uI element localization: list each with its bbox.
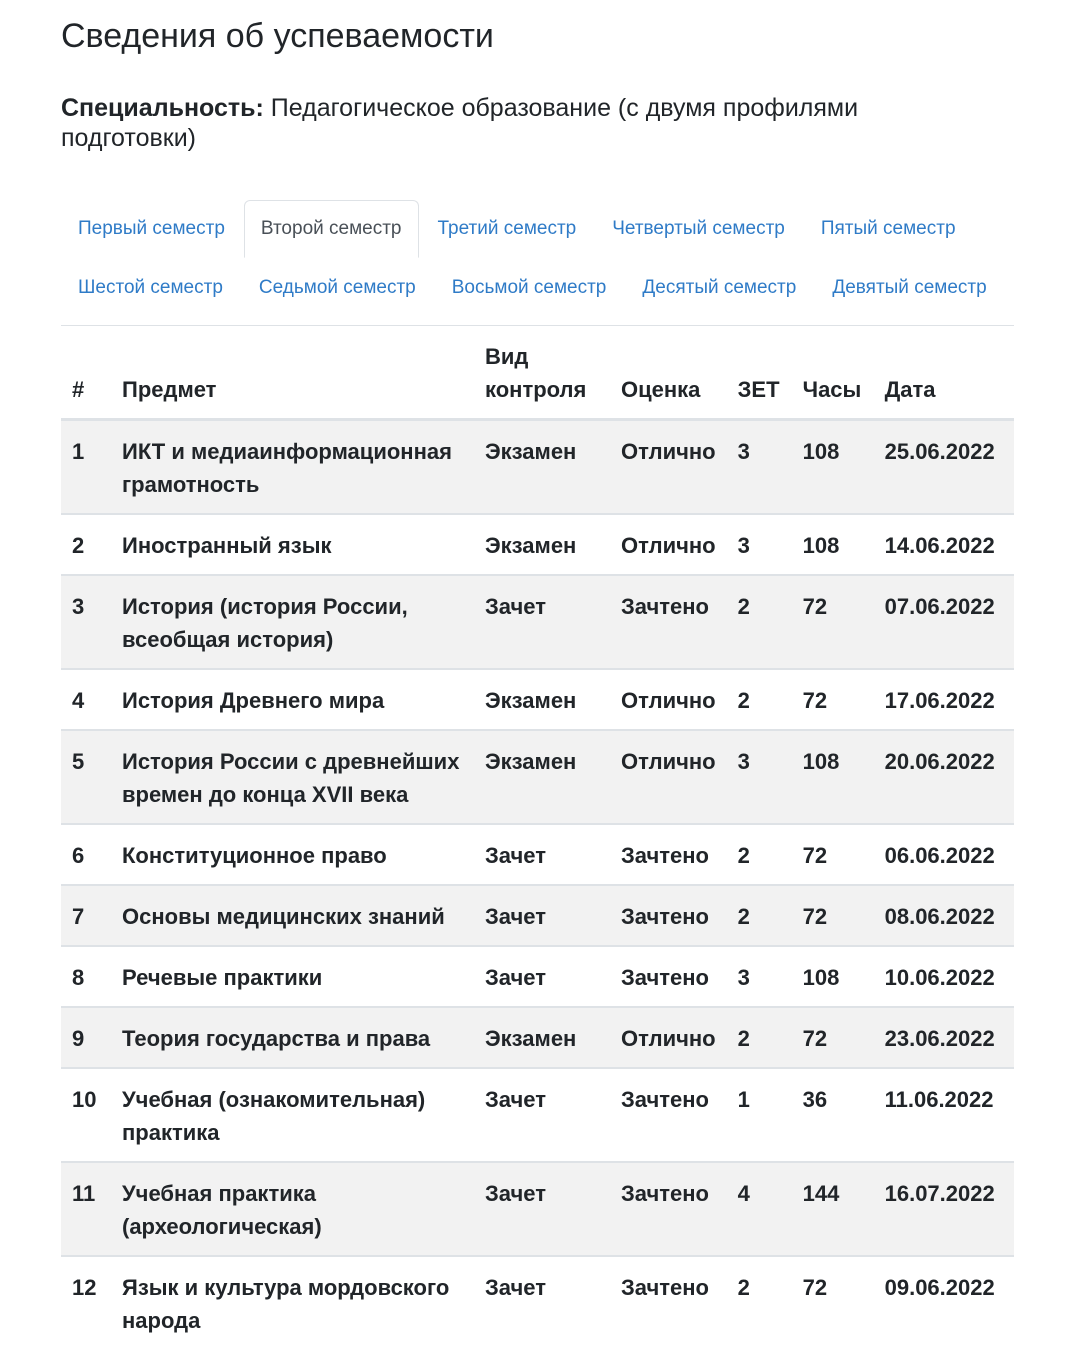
cell-grade: Зачтено [610, 824, 727, 885]
cell-zet: 2 [727, 1256, 792, 1349]
header-control: Вид контроля [474, 326, 610, 420]
grades-table [61, 326, 1014, 1349]
cell-subject: Речевые практики [111, 946, 474, 1007]
cell-date: 08.06.2022 [874, 885, 1014, 946]
cell-num: 2 [61, 514, 111, 575]
cell-num: 6 [61, 824, 111, 885]
cell-date: 17.06.2022 [874, 669, 1014, 730]
cell-control: Экзамен [474, 669, 610, 730]
semester-tabs [61, 199, 1014, 326]
tab-semester-5[interactable]: Пятый семестр [820, 218, 956, 239]
table-row [61, 1007, 1014, 1068]
cell-zet: 2 [727, 885, 792, 946]
cell-subject: Учебная практика (археологическая) [111, 1162, 474, 1256]
cell-zet: 3 [727, 946, 792, 1007]
cell-hours: 36 [792, 1068, 874, 1162]
cell-control: Зачет [474, 1256, 610, 1349]
cell-date: 23.06.2022 [874, 1007, 1014, 1068]
table-row [61, 1068, 1014, 1162]
specialty-label: Специальность: [61, 94, 264, 122]
cell-grade: Отлично [610, 1007, 727, 1068]
cell-date: 25.06.2022 [884, 439, 995, 464]
cell-hours: 72 [792, 669, 874, 730]
cell-num: 8 [61, 946, 111, 1007]
cell-date: 10.06.2022 [874, 946, 1014, 1007]
cell-control: Экзамен [474, 514, 610, 575]
cell-grade: Зачтено [610, 946, 727, 1007]
cell-control: Зачет [474, 1162, 610, 1256]
cell-grade: Зачтено [610, 1256, 727, 1349]
tabs-row-1 [61, 199, 1014, 258]
table-row [61, 575, 1014, 669]
tab-semester-9[interactable]: Девятый семестр [832, 277, 987, 298]
cell-zet: 2 [727, 1007, 792, 1068]
cell-num: 12 [61, 1256, 111, 1349]
tab-semester-7[interactable]: Седьмой семестр [258, 277, 416, 298]
table-row [61, 885, 1014, 946]
table-row [61, 1162, 1014, 1256]
cell-date: 20.06.2022 [874, 730, 1014, 824]
cell-num: 7 [61, 885, 111, 946]
cell-subject: Конституционное право [111, 824, 474, 885]
cell-zet: 4 [727, 1162, 792, 1256]
tab-semester-6[interactable]: Шестой семестр [78, 277, 223, 298]
cell-zet: 1 [727, 1068, 792, 1162]
cell-hours: 108 [792, 730, 874, 824]
cell-zet: 2 [727, 824, 792, 885]
table-row [61, 1256, 1014, 1349]
cell-subject: История России с древнейших времен до конца XVII века [111, 730, 474, 824]
cell-date: 14.06.2022 [874, 514, 1014, 575]
tab-semester-4[interactable]: Четвертый семестр [612, 218, 785, 239]
cell-hours: 144 [792, 1162, 874, 1256]
header-hours: Часы [792, 326, 874, 420]
cell-num: 1 [72, 439, 85, 464]
cell-num: 3 [61, 575, 111, 669]
page-title: Сведения об успеваемости [61, 17, 494, 55]
table-row [61, 420, 1014, 515]
cell-grade: Зачтено [610, 885, 727, 946]
cell-control: Зачет [474, 824, 610, 885]
cell-control: Экзамен [485, 439, 577, 464]
cell-zet: 3 [737, 439, 750, 464]
cell-grade: Отлично [610, 669, 727, 730]
cell-hours: 108 [792, 946, 874, 1007]
cell-hours: 108 [792, 514, 874, 575]
cell-date: 07.06.2022 [874, 575, 1014, 669]
cell-hours: 108 [802, 439, 840, 464]
cell-control: Зачет [474, 575, 610, 669]
table-row [61, 730, 1014, 824]
tabs-row-2 [61, 258, 1014, 317]
table-row [61, 514, 1014, 575]
cell-hours: 72 [792, 575, 874, 669]
cell-zet: 3 [727, 730, 792, 824]
cell-subject: Язык и культура мордовского народа [111, 1256, 474, 1349]
cell-grade: Отлично [621, 439, 716, 464]
header-num: # [61, 326, 111, 420]
cell-num: 4 [61, 669, 111, 730]
cell-control: Экзамен [474, 730, 610, 824]
cell-hours: 72 [792, 1256, 874, 1349]
tab-semester-3[interactable]: Третий семестр [437, 218, 577, 239]
cell-subject: ИКТ и медиаинформационная грамотность [122, 439, 452, 497]
table-header-row [61, 326, 1014, 420]
cell-date: 11.06.2022 [874, 1068, 1014, 1162]
cell-date: 06.06.2022 [874, 824, 1014, 885]
cell-zet: 3 [727, 514, 792, 575]
cell-control: Зачет [474, 1068, 610, 1162]
cell-grade: Зачтено [610, 1068, 727, 1162]
cell-zet: 2 [727, 669, 792, 730]
cell-grade: Отлично [610, 730, 727, 824]
header-zet: ЗЕТ [727, 326, 792, 420]
cell-control: Зачет [474, 885, 610, 946]
header-subject: Предмет [111, 326, 474, 420]
specialty [61, 93, 921, 153]
cell-num: 10 [61, 1068, 111, 1162]
cell-grade: Отлично [610, 514, 727, 575]
table-row [61, 824, 1014, 885]
cell-subject: Теория государства и права [111, 1007, 474, 1068]
table-row [61, 946, 1014, 1007]
cell-hours: 72 [792, 1007, 874, 1068]
cell-control: Зачет [474, 946, 610, 1007]
cell-date: 16.07.2022 [874, 1162, 1014, 1256]
tabs-divider [61, 325, 1014, 326]
tab-semester-10[interactable]: Десятый семестр [642, 277, 797, 298]
specialty-value: Педагогическое образование (с двумя профилями подготовки) [61, 94, 859, 152]
cell-subject: Учебная (ознакомительная) практика [111, 1068, 474, 1162]
header-date: Дата [874, 326, 1014, 420]
cell-num: 9 [61, 1007, 111, 1068]
cell-grade: Зачтено [610, 1162, 727, 1256]
cell-num: 5 [61, 730, 111, 824]
cell-zet: 2 [727, 575, 792, 669]
cell-control: Экзамен [474, 1007, 610, 1068]
tab-semester-2[interactable]: Второй семестр [244, 200, 419, 258]
cell-grade: Зачтено [610, 575, 727, 669]
header-grade: Оценка [610, 326, 727, 420]
cell-date: 09.06.2022 [874, 1256, 1014, 1349]
cell-num: 11 [61, 1162, 111, 1256]
cell-hours: 72 [792, 885, 874, 946]
table-row [61, 669, 1014, 730]
tab-semester-8[interactable]: Восьмой семестр [451, 277, 607, 298]
cell-subject: Иностранный язык [111, 514, 474, 575]
cell-subject: История Древнего мира [111, 669, 474, 730]
tab-semester-1[interactable]: Первый семестр [78, 218, 225, 239]
cell-subject: История (история России, всеобщая история) [111, 575, 474, 669]
cell-subject: Основы медицинских знаний [111, 885, 474, 946]
cell-hours: 72 [792, 824, 874, 885]
